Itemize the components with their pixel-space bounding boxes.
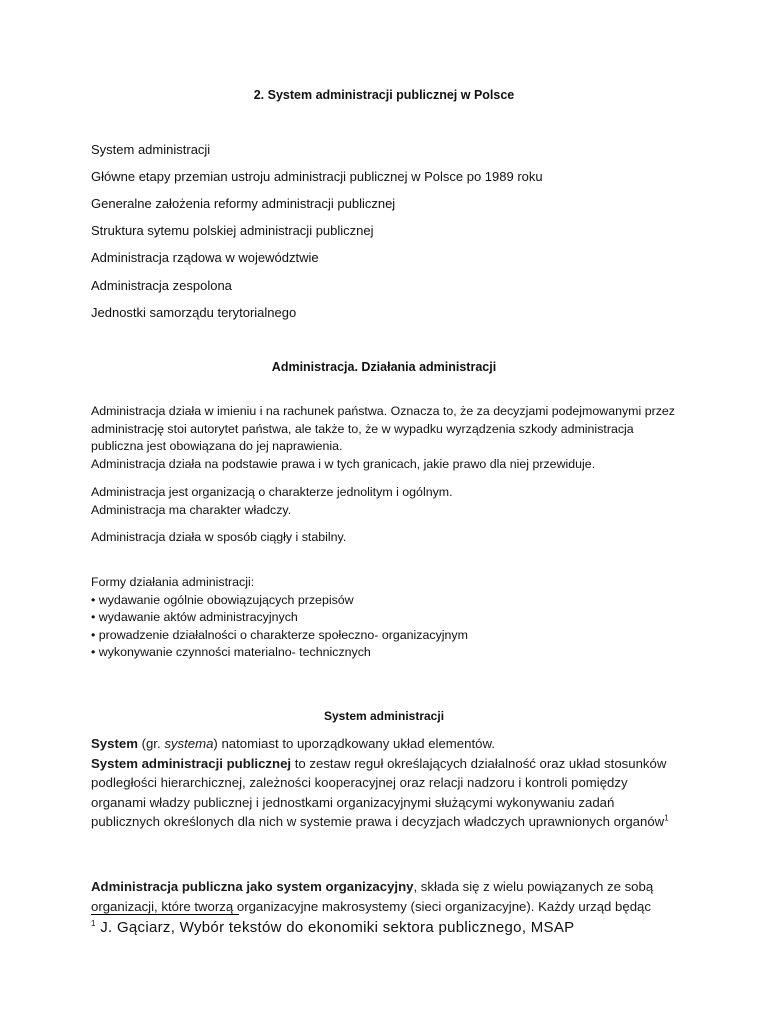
forms-list xyxy=(91,574,671,662)
paragraph-line: Administracja publiczna jako system organizacyjny, składa się z wielu powiązanych ze sobą xyxy=(91,879,654,894)
paragraph xyxy=(91,877,691,916)
footnote-separator xyxy=(91,914,239,915)
paragraph-line: administrację stoi autorytet państwa, ale także to, że w wypadku wyrządzenia szkody administracja xyxy=(91,421,634,436)
paragraph-line: Administracja ma charakter władczy. xyxy=(91,502,292,517)
paragraph-line: organizacji, które tworzą organizacyjne makrosystemy (sieci organizacyjne). Każdy urząd będąc xyxy=(91,898,651,914)
paragraph-line: Administracja działa w imieniu i na rachunek państwa. Oznacza to, że za decyzjami podejmowanymi przez xyxy=(91,404,675,418)
paragraph-line: organami władzy publicznej i jednostkami organizacyjnymi służącymi wykonywaniu zadań xyxy=(91,794,615,810)
footnote-text: J. Gąciarz, Wybór tekstów do ekonomiki sektora publicznego, MSAP xyxy=(95,919,575,936)
toc-item: System administracji xyxy=(91,142,211,157)
section-heading: System administracji xyxy=(323,709,445,723)
term-bold: System xyxy=(91,736,138,751)
toc-item: Administracja rządowa w województwie xyxy=(91,250,319,265)
paragraph-line: System administracji publicznej to zestaw reguł określających działalność oraz układ stosunków xyxy=(91,755,667,771)
footnote xyxy=(91,919,574,936)
toc-item: Główne etapy przemian ustroju administracji publicznej w Polsce po 1989 roku xyxy=(91,169,543,184)
paragraph xyxy=(91,529,671,547)
toc-item: Jednostki samorządu terytorialnego xyxy=(91,305,297,320)
list-item: • wykonywanie czynności materialno- technicznych xyxy=(91,645,371,659)
paragraph-line: Administracja jest organizacją o charakterze jednolitym i ogólnym. xyxy=(91,485,453,499)
paragraph xyxy=(91,403,675,473)
forms-list-title: Formy działania administracji: xyxy=(91,575,255,589)
toc-item: Generalne założenia reformy administracji publicznej xyxy=(91,196,396,211)
list-item: • wydawanie aktów administracyjnych xyxy=(91,610,298,624)
toc-item: Administracja zespolona xyxy=(91,278,232,293)
footnote-mark: 1 xyxy=(91,919,96,928)
paragraph-line: Administracja działa w sposób ciągły i stabilny. xyxy=(91,530,347,544)
paragraph xyxy=(91,484,671,519)
term-bold: Administracja publiczna jako system organizacyjny xyxy=(91,879,414,894)
term-bold: System administracji publicznej xyxy=(91,755,292,771)
footnote-ref: 1 xyxy=(664,813,669,823)
paragraph-line: publiczna jest obowiązana do jej naprawienia. xyxy=(91,439,343,453)
paragraph xyxy=(91,734,691,832)
paragraph-line: Administracja działa na podstawie prawa i w tych granicach, jakie prawo dla niej przewiduje. xyxy=(91,456,596,471)
paragraph-line: System (gr. systema) natomiast to uporządkowany układ elementów. xyxy=(91,736,495,751)
list-item: • wydawanie ogólnie obowiązujących przepisów xyxy=(91,592,354,607)
section-heading: Administracja. Działania administracji xyxy=(271,360,497,374)
page-title: 2. System administracji publicznej w Polsce xyxy=(253,88,515,102)
term-italic: systema xyxy=(164,736,214,751)
list-item: • prowadzenie działalności o charakterze społeczno- organizacyjnym xyxy=(91,627,468,642)
toc-item: Struktura sytemu polskiej administracji publicznej xyxy=(91,223,374,238)
paragraph-line: publicznych określonych dla nich w systemie prawa i decyzjach władczych uprawnionych organów$^1$ xyxy=(91,813,669,829)
paragraph-line: podległości hierarchicznej, zależności kooperacyjnej oraz relacji nadzoru i kontroli pomiędzy xyxy=(91,775,628,790)
